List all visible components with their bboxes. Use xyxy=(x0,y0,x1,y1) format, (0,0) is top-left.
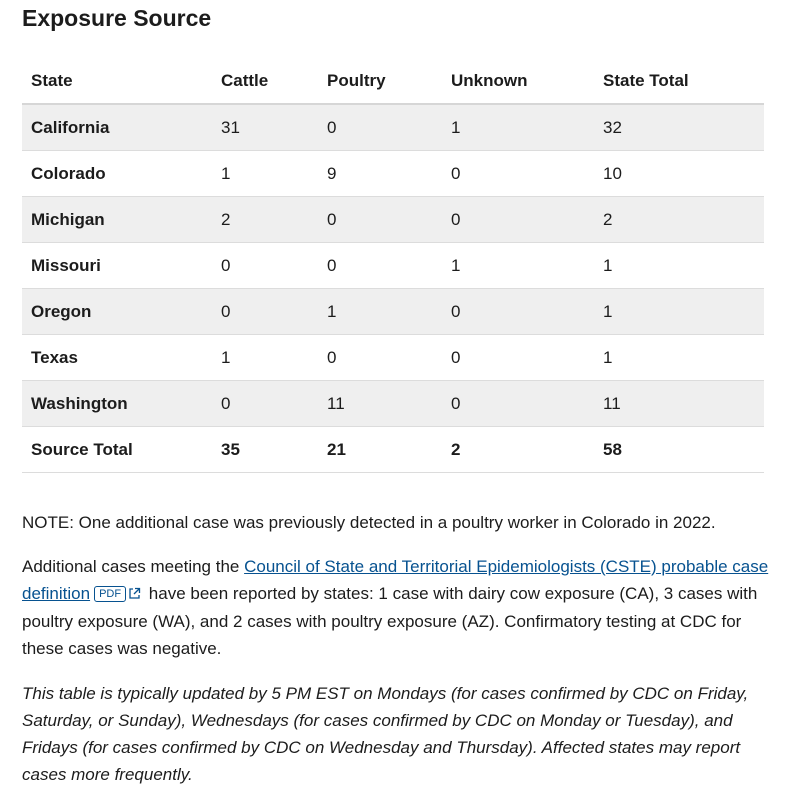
cell-cattle: 0 xyxy=(212,243,318,289)
table-row xyxy=(22,289,764,335)
cell-total-unknown: 2 xyxy=(442,427,594,473)
cell-total-grand: 58 xyxy=(594,427,764,473)
cell-total-cattle: 35 xyxy=(212,427,318,473)
cell-state: Texas xyxy=(22,335,212,381)
cell-state: Colorado xyxy=(22,151,212,197)
cell-total-poultry: 21 xyxy=(318,427,442,473)
note-paragraph: NOTE: One additional case was previously detected in a poultry worker in Colorado in 2022. xyxy=(22,513,716,532)
col-header-state: State xyxy=(22,58,212,104)
col-header-unknown: Unknown xyxy=(442,58,594,104)
cell-total-label: Source Total xyxy=(22,427,212,473)
additional-suffix: have been reported by states: 1 case with dairy cow exposure (CA), 3 cases with poultry exposure (WA), and 2 cases with poultry exposure (AZ). Confirmatory testing at CDC for these cases was negative. xyxy=(22,584,758,658)
cell-unknown: 0 xyxy=(442,381,594,427)
cell-state-total: 1 xyxy=(594,243,764,289)
table-row xyxy=(22,243,764,289)
cell-unknown: 1 xyxy=(442,104,594,151)
cell-cattle: 0 xyxy=(212,381,318,427)
table-row xyxy=(22,381,764,427)
cell-state: Missouri xyxy=(22,243,212,289)
cell-poultry: 0 xyxy=(318,335,442,381)
cell-poultry: 0 xyxy=(318,243,442,289)
cell-state-total: 2 xyxy=(594,197,764,243)
cell-state-total: 32 xyxy=(594,104,764,151)
table-row xyxy=(22,335,764,381)
section-heading: Exposure Source xyxy=(22,5,212,31)
cell-cattle: 1 xyxy=(212,335,318,381)
cell-cattle: 31 xyxy=(212,104,318,151)
cell-state: California xyxy=(22,104,212,151)
table-row xyxy=(22,104,764,151)
update-schedule-note: This table is typically updated by 5 PM EST on Mondays (for cases confirmed by CDC on Friday, Saturday, or Sunday), Wednesdays (for cases confirmed by CDC on Monday or Tuesday), and Fridays (for cases confirmed by CDC on Wednesday and Thursday). Affected states may report cases more frequently. xyxy=(22,684,749,784)
cell-cattle: 0 xyxy=(212,289,318,335)
pdf-badge: PDF xyxy=(94,586,126,602)
cell-state-total: 1 xyxy=(594,289,764,335)
col-header-state-total: State Total xyxy=(594,58,764,104)
col-header-poultry: Poultry xyxy=(318,58,442,104)
cell-state-total: 10 xyxy=(594,151,764,197)
cell-poultry: 0 xyxy=(318,104,442,151)
cell-unknown: 1 xyxy=(442,243,594,289)
cell-state-total: 11 xyxy=(594,381,764,427)
cell-poultry: 0 xyxy=(318,197,442,243)
table-row xyxy=(22,197,764,243)
cell-unknown: 0 xyxy=(442,335,594,381)
cell-unknown: 0 xyxy=(442,151,594,197)
cell-unknown: 0 xyxy=(442,197,594,243)
cell-cattle: 2 xyxy=(212,197,318,243)
cell-state: Oregon xyxy=(22,289,212,335)
table-header-row xyxy=(22,58,764,104)
table-row xyxy=(22,151,764,197)
additional-prefix: Additional cases meeting the xyxy=(22,557,245,576)
cell-cattle: 1 xyxy=(212,151,318,197)
cell-poultry: 1 xyxy=(318,289,442,335)
cell-state: Michigan xyxy=(22,197,212,243)
table-total-row xyxy=(22,427,764,473)
cell-state: Washington xyxy=(22,381,212,427)
cell-poultry: 11 xyxy=(318,381,442,427)
cell-poultry: 9 xyxy=(318,151,442,197)
col-header-cattle: Cattle xyxy=(212,58,318,104)
cell-unknown: 0 xyxy=(442,289,594,335)
additional-cases-paragraph xyxy=(22,553,774,662)
cste-definition-link[interactable]: Council of State and Territorial Epidemiologists (CSTE) probable case definition xyxy=(22,557,769,603)
external-link-icon xyxy=(128,581,141,608)
exposure-table xyxy=(22,58,764,473)
cell-state-total: 1 xyxy=(594,335,764,381)
